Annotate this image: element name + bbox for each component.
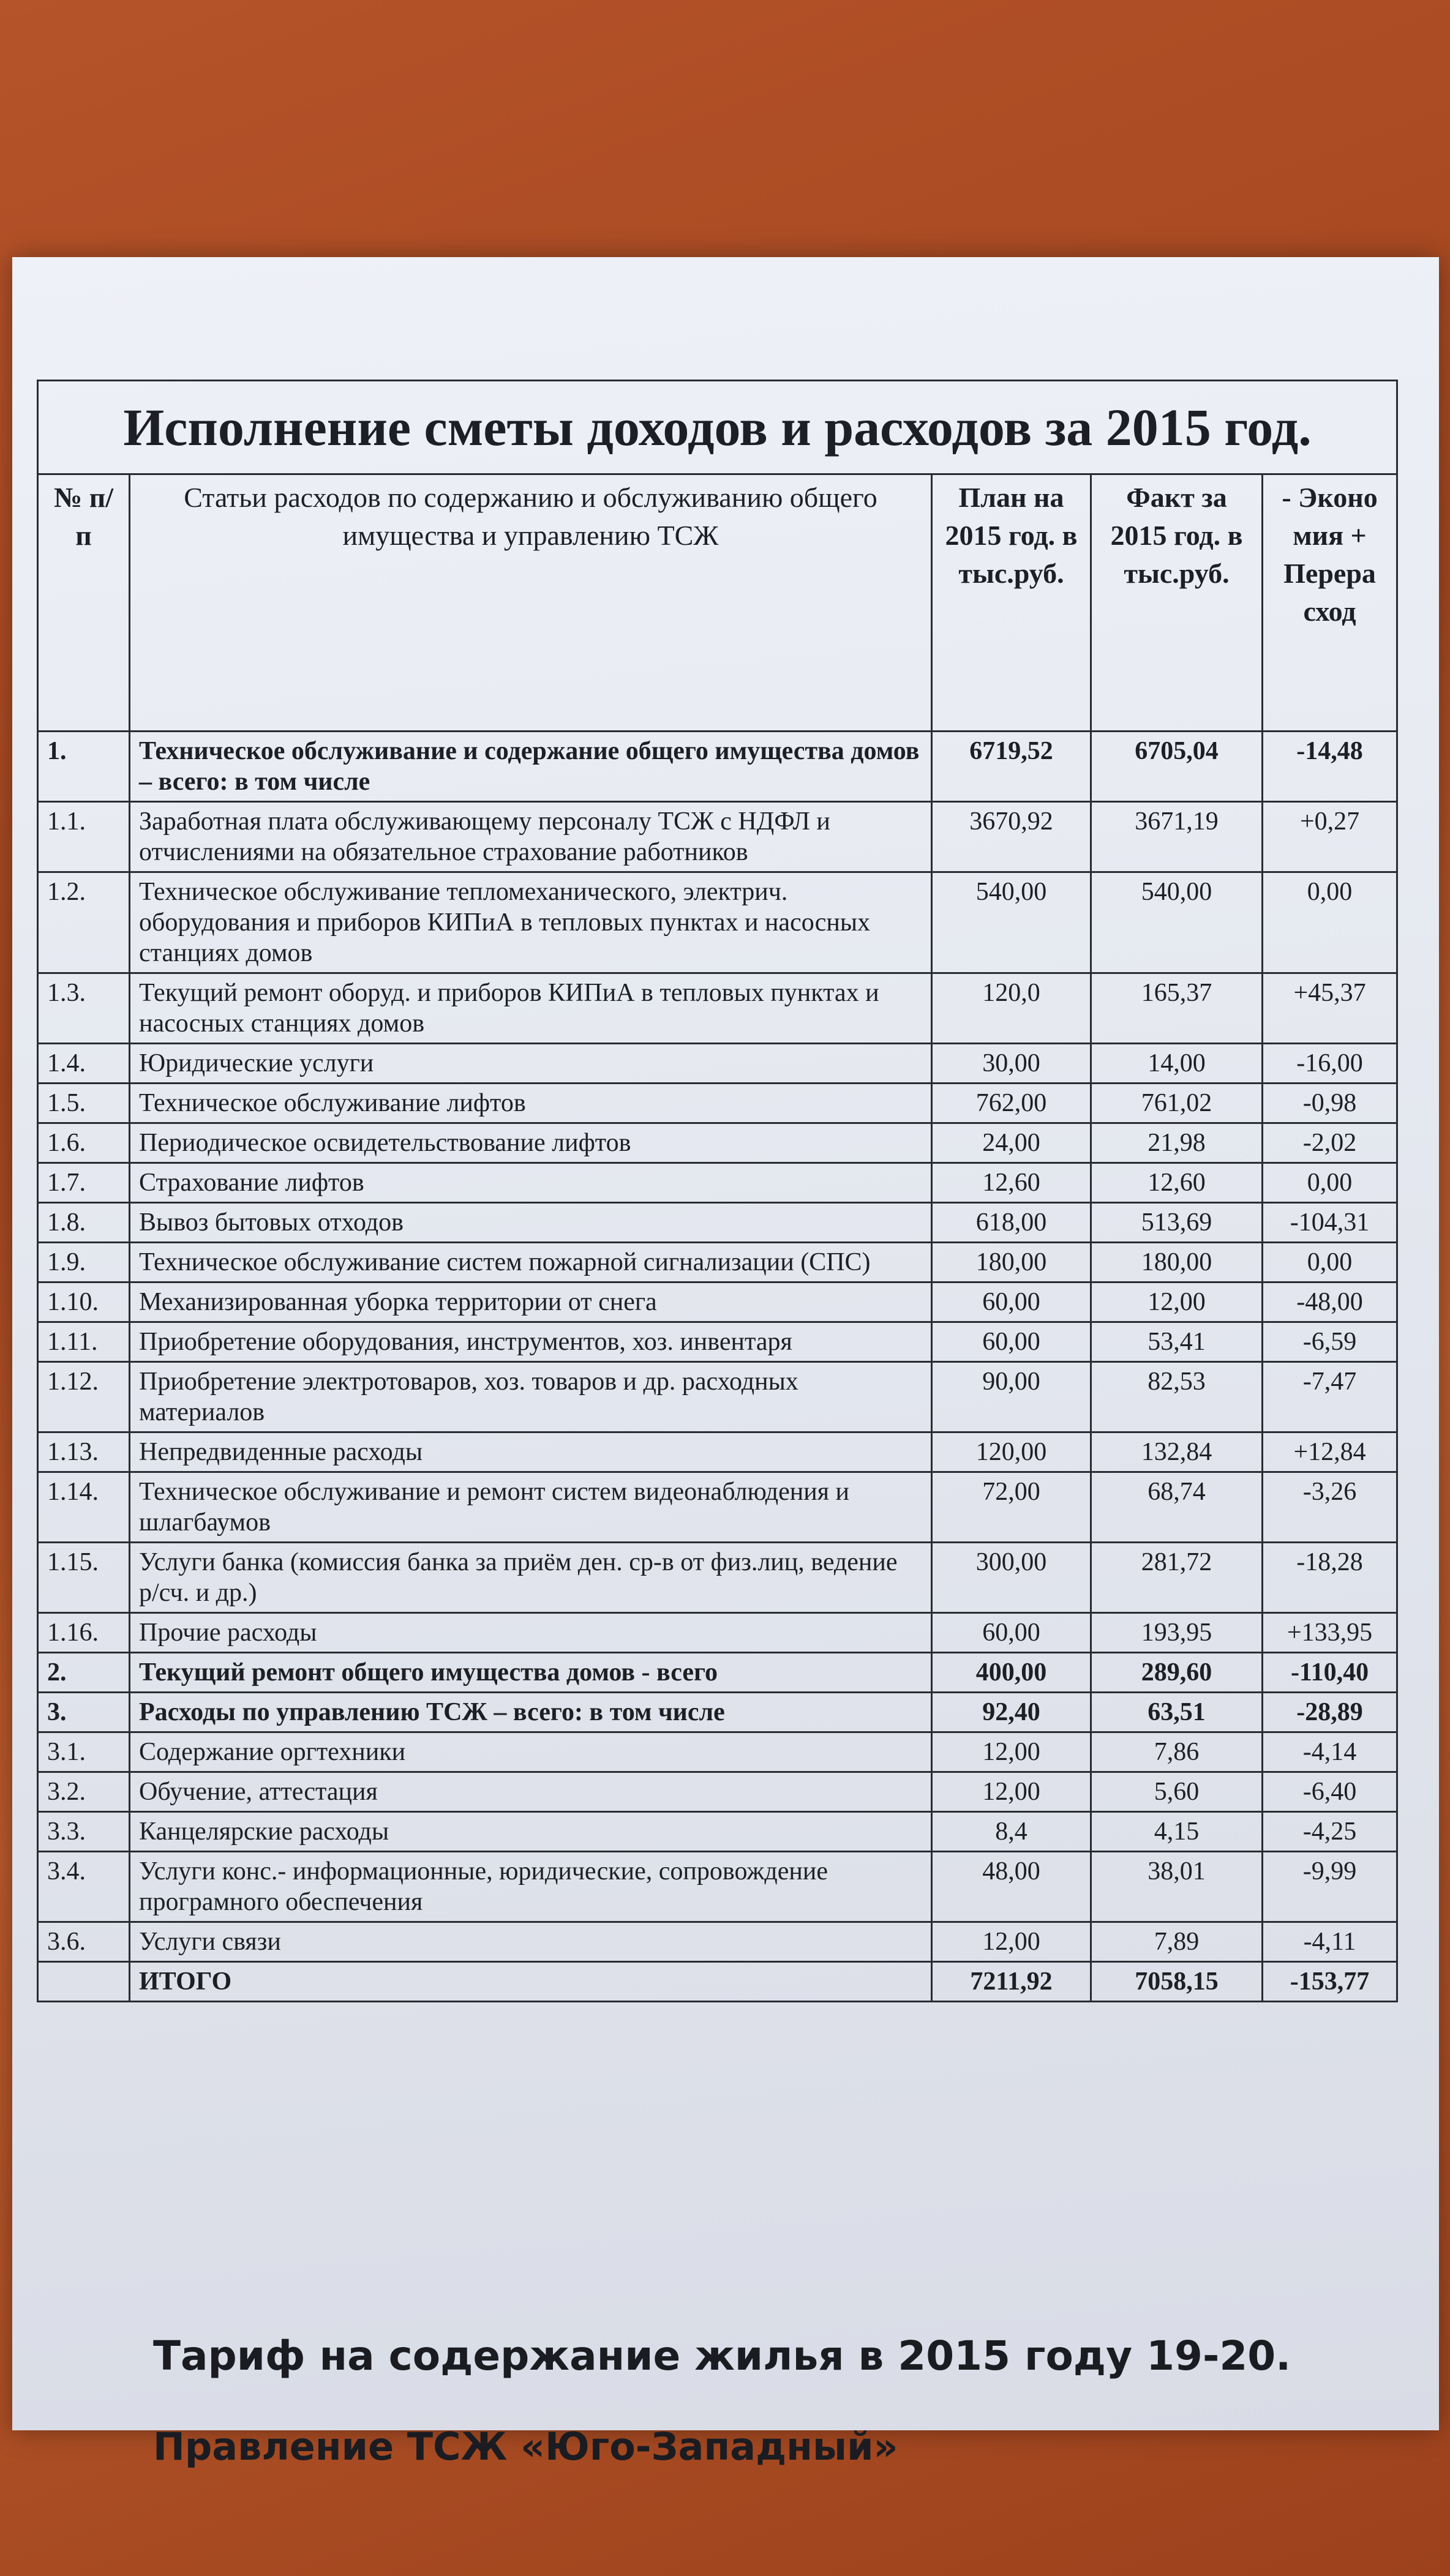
row-diff: -4,25: [1263, 1812, 1397, 1852]
row-item: Техническое обслуживание систем пожарной сигнализации (СПС): [130, 1243, 932, 1282]
row-number: 1.5.: [38, 1084, 130, 1123]
row-fact: 53,41: [1091, 1322, 1263, 1362]
table-row: [38, 1163, 1397, 1203]
row-plan: 12,00: [932, 1922, 1091, 1962]
row-item: Механизированная уборка территории от снега: [130, 1282, 932, 1322]
row-plan: 92,40: [932, 1693, 1091, 1732]
report-sheet: [37, 380, 1396, 2002]
table-row: [38, 1203, 1397, 1243]
row-number: 1.2.: [38, 872, 130, 973]
row-number: 3.3.: [38, 1812, 130, 1852]
signature-line: Правление ТСЖ «Юго-Западный»: [153, 2424, 898, 2469]
row-plan: 60,00: [932, 1322, 1091, 1362]
header-plan: План на 2015 год. в тыс.руб.: [932, 474, 1091, 732]
row-item: Заработная плата обслуживающему персоналу ТСЖ с НДФЛ и отчислениями на обязательное страхование работников: [130, 802, 932, 872]
row-item: Техническое обслуживание и содержание общего имущества домов – всего: в том числе: [130, 732, 932, 802]
row-fact: 7058,15: [1091, 1962, 1263, 2002]
row-number: [38, 1962, 130, 2002]
row-diff: -4,11: [1263, 1922, 1397, 1962]
row-diff: -3,26: [1263, 1472, 1397, 1543]
row-fact: 5,60: [1091, 1772, 1263, 1812]
row-plan: 12,60: [932, 1163, 1091, 1203]
row-fact: 761,02: [1091, 1084, 1263, 1123]
row-diff: -48,00: [1263, 1282, 1397, 1322]
table-body: [38, 732, 1397, 2002]
row-number: 1.8.: [38, 1203, 130, 1243]
row-plan: 400,00: [932, 1653, 1091, 1693]
row-plan: 618,00: [932, 1203, 1091, 1243]
row-fact: 4,15: [1091, 1812, 1263, 1852]
row-diff: -6,40: [1263, 1772, 1397, 1812]
table-row: [38, 1282, 1397, 1322]
table-row: [38, 1962, 1397, 2002]
table-row: [38, 1432, 1397, 1472]
row-item: Текущий ремонт общего имущества домов - всего: [130, 1653, 932, 1693]
budget-table: [37, 380, 1398, 2002]
row-number: 1.6.: [38, 1123, 130, 1163]
table-row: [38, 1322, 1397, 1362]
table-row: [38, 1693, 1397, 1732]
table-row: [38, 1123, 1397, 1163]
row-plan: 300,00: [932, 1543, 1091, 1613]
row-plan: 60,00: [932, 1613, 1091, 1653]
row-diff: -9,99: [1263, 1852, 1397, 1922]
table-row: [38, 872, 1397, 973]
table-row: [38, 802, 1397, 872]
row-number: 3.: [38, 1693, 130, 1732]
row-item: ИТОГО: [130, 1962, 932, 2002]
row-plan: 8,4: [932, 1812, 1091, 1852]
row-number: 3.2.: [38, 1772, 130, 1812]
row-item: Техническое обслуживание и ремонт систем видеонаблюдения и шлагбаумов: [130, 1472, 932, 1543]
row-item: Содержание оргтехники: [130, 1732, 932, 1772]
row-number: 1.3.: [38, 973, 130, 1044]
tariff-note: Тариф на содержание жилья в 2015 году 19-20.: [153, 2332, 1291, 2379]
row-diff: -6,59: [1263, 1322, 1397, 1362]
row-item: Юридические услуги: [130, 1044, 932, 1084]
row-fact: 21,98: [1091, 1123, 1263, 1163]
row-fact: 289,60: [1091, 1653, 1263, 1693]
row-plan: 7211,92: [932, 1962, 1091, 2002]
row-fact: 7,86: [1091, 1732, 1263, 1772]
row-plan: 24,00: [932, 1123, 1091, 1163]
row-item: Канцелярские расходы: [130, 1812, 932, 1852]
header-num: № п/п: [38, 474, 130, 732]
row-plan: 540,00: [932, 872, 1091, 973]
row-item: Расходы по управлению ТСЖ – всего: в том числе: [130, 1693, 932, 1732]
row-diff: +45,37: [1263, 973, 1397, 1044]
row-diff: +12,84: [1263, 1432, 1397, 1472]
row-fact: 82,53: [1091, 1362, 1263, 1432]
row-item: Страхование лифтов: [130, 1163, 932, 1203]
row-fact: 3671,19: [1091, 802, 1263, 872]
row-item: Прочие расходы: [130, 1613, 932, 1653]
row-number: 1.14.: [38, 1472, 130, 1543]
row-item: Техническое обслуживание тепломеханического, электрич. оборудования и приборов КИПиА в тепловых пунктах и насосных станциях домов: [130, 872, 932, 973]
row-fact: 6705,04: [1091, 732, 1263, 802]
row-diff: -14,48: [1263, 732, 1397, 802]
table-row: [38, 1084, 1397, 1123]
row-number: 1.1.: [38, 802, 130, 872]
row-item: Вывоз бытовых отходов: [130, 1203, 932, 1243]
row-plan: 120,0: [932, 973, 1091, 1044]
row-diff: -0,98: [1263, 1084, 1397, 1123]
table-row: [38, 1044, 1397, 1084]
row-number: 1.4.: [38, 1044, 130, 1084]
row-item: Периодическое освидетельствование лифтов: [130, 1123, 932, 1163]
row-item: Техническое обслуживание лифтов: [130, 1084, 932, 1123]
row-fact: 12,00: [1091, 1282, 1263, 1322]
row-diff: -28,89: [1263, 1693, 1397, 1732]
row-plan: 72,00: [932, 1472, 1091, 1543]
row-number: 1.: [38, 732, 130, 802]
row-plan: 6719,52: [932, 732, 1091, 802]
table-row: [38, 1543, 1397, 1613]
row-fact: 540,00: [1091, 872, 1263, 973]
row-fact: 513,69: [1091, 1203, 1263, 1243]
row-diff: -110,40: [1263, 1653, 1397, 1693]
row-plan: 60,00: [932, 1282, 1091, 1322]
table-row: [38, 1243, 1397, 1282]
row-number: 3.4.: [38, 1852, 130, 1922]
row-diff: -153,77: [1263, 1962, 1397, 2002]
row-diff: -18,28: [1263, 1543, 1397, 1613]
row-item: Непредвиденные расходы: [130, 1432, 932, 1472]
table-row: [38, 1732, 1397, 1772]
row-fact: 7,89: [1091, 1922, 1263, 1962]
row-number: 1.11.: [38, 1322, 130, 1362]
header-diff: - Эконо мия + Перера сход: [1263, 474, 1397, 732]
row-diff: +0,27: [1263, 802, 1397, 872]
row-diff: +133,95: [1263, 1613, 1397, 1653]
row-plan: 12,00: [932, 1772, 1091, 1812]
table-row: [38, 1472, 1397, 1543]
table-row: [38, 1772, 1397, 1812]
row-diff: -7,47: [1263, 1362, 1397, 1432]
row-diff: -4,14: [1263, 1732, 1397, 1772]
row-item: Приобретение электротоваров, хоз. товаров и др. расходных материалов: [130, 1362, 932, 1432]
row-diff: -104,31: [1263, 1203, 1397, 1243]
table-row: [38, 973, 1397, 1044]
row-fact: 281,72: [1091, 1543, 1263, 1613]
row-item: Услуги банка (комиссия банка за приём ден. ср-в от физ.лиц, ведение р/сч. и др.): [130, 1543, 932, 1613]
row-fact: 165,37: [1091, 973, 1263, 1044]
document-title: Исполнение сметы доходов и расходов за 2015 год.: [38, 381, 1397, 474]
row-number: 1.15.: [38, 1543, 130, 1613]
row-plan: 48,00: [932, 1852, 1091, 1922]
row-fact: 14,00: [1091, 1044, 1263, 1084]
row-number: 1.10.: [38, 1282, 130, 1322]
header-item: Статьи расходов по содержанию и обслуживанию общего имущества и управлению ТСЖ: [130, 474, 932, 732]
row-diff: -16,00: [1263, 1044, 1397, 1084]
row-number: 3.6.: [38, 1922, 130, 1962]
table-row: [38, 732, 1397, 802]
row-number: 1.9.: [38, 1243, 130, 1282]
table-row: [38, 1922, 1397, 1962]
row-fact: 68,74: [1091, 1472, 1263, 1543]
row-diff: -2,02: [1263, 1123, 1397, 1163]
paper-sheet: [12, 257, 1439, 2469]
row-fact: 38,01: [1091, 1852, 1263, 1922]
row-diff: 0,00: [1263, 1163, 1397, 1203]
table-row: [38, 1852, 1397, 1922]
header-fact: Факт за 2015 год. в тыс.руб.: [1091, 474, 1263, 732]
row-diff: 0,00: [1263, 872, 1397, 973]
row-number: 1.12.: [38, 1362, 130, 1432]
row-fact: 193,95: [1091, 1613, 1263, 1653]
table-row: [38, 1613, 1397, 1653]
row-item: Приобретение оборудования, инструментов, хоз. инвентаря: [130, 1322, 932, 1362]
table-row: [38, 1362, 1397, 1432]
row-item: Услуги связи: [130, 1922, 932, 1962]
row-fact: 12,60: [1091, 1163, 1263, 1203]
row-fact: 63,51: [1091, 1693, 1263, 1732]
row-number: 1.13.: [38, 1432, 130, 1472]
row-number: 1.16.: [38, 1613, 130, 1653]
table-row: [38, 1653, 1397, 1693]
row-number: 3.1.: [38, 1732, 130, 1772]
row-plan: 90,00: [932, 1362, 1091, 1432]
row-fact: 180,00: [1091, 1243, 1263, 1282]
row-plan: 762,00: [932, 1084, 1091, 1123]
row-fact: 132,84: [1091, 1432, 1263, 1472]
row-plan: 3670,92: [932, 802, 1091, 872]
row-item: Текущий ремонт оборуд. и приборов КИПиА в тепловых пунктах и насосных станциях домов: [130, 973, 932, 1044]
row-item: Услуги конс.- информационные, юридические, сопровождение програмного обеспечения: [130, 1852, 932, 1922]
row-plan: 12,00: [932, 1732, 1091, 1772]
row-diff: 0,00: [1263, 1243, 1397, 1282]
row-item: Обучение, аттестация: [130, 1772, 932, 1812]
row-plan: 30,00: [932, 1044, 1091, 1084]
row-number: 1.7.: [38, 1163, 130, 1203]
row-number: 2.: [38, 1653, 130, 1693]
row-plan: 120,00: [932, 1432, 1091, 1472]
row-plan: 180,00: [932, 1243, 1091, 1282]
table-row: [38, 1812, 1397, 1852]
